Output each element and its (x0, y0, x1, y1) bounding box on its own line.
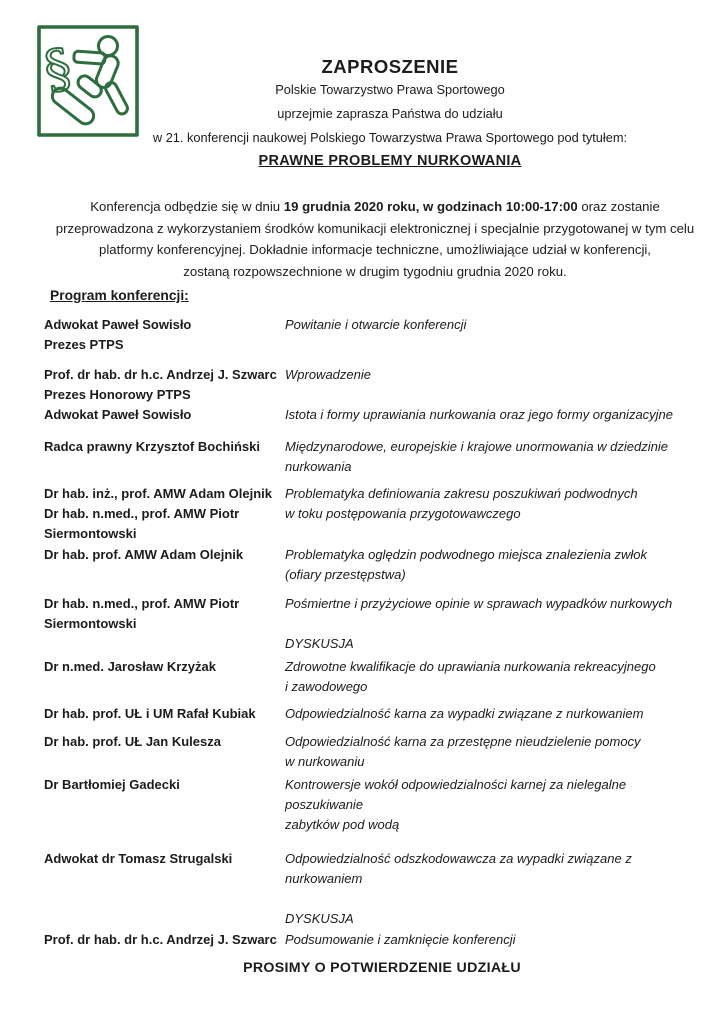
topic-line: Wprowadzenie (285, 367, 371, 382)
topic-line: Problematyka oględzin podwodnego miejsca znalezienia zwłok (285, 547, 648, 562)
topic-line: Odpowiedzialność odszkodowawcza za wypadki związane z nurkowaniem (285, 851, 632, 886)
invitation-line: uprzejmie zaprasza Państwa do udziału (277, 106, 503, 121)
svg-text:§: § (39, 37, 76, 102)
program-row (44, 732, 706, 772)
topic-line: Istota i formy uprawiania nurkowania oraz jego formy organizacyjne (285, 407, 674, 422)
topic-line: Odpowiedzialność karna za wypadki związane z nurkowaniem (285, 706, 644, 721)
speaker-line: Dr hab. n.med., prof. AMW Piotr (44, 506, 240, 521)
speaker (44, 437, 285, 477)
topic-line (285, 889, 706, 909)
topic (285, 930, 706, 950)
topic (285, 405, 706, 425)
intro-line-2: przeprowadzona z wykorzystaniem środków komunikacji elektronicznej i specjalnie przygotowanej w tym celu (55, 220, 695, 236)
speaker (44, 545, 285, 585)
document-header (56, 56, 724, 171)
speaker-line: Prezes PTPS (44, 337, 124, 352)
topic (285, 849, 706, 929)
topic (285, 775, 706, 835)
speaker (44, 594, 285, 654)
speaker-line: Dr hab. prof. UŁ i UM Rafał Kubiak (44, 706, 256, 721)
organization-name: Polskie Towarzystwo Prawa Sportowego (275, 82, 505, 97)
program-row (44, 657, 706, 697)
topic-line: Pośmiertne i przyżyciowe opinie w sprawach wypadków nurkowych (285, 596, 673, 611)
speaker-line: Adwokat Paweł Sowisło (44, 407, 192, 422)
speaker-line: Dr n.med. Jarosław Krzyżak (44, 659, 216, 674)
topic-line: w toku postępowania przygotowawczego (285, 506, 521, 521)
speaker-line: Dr Bartłomiej Gadecki (44, 777, 180, 792)
program-rows (44, 315, 706, 950)
intro-paragraph (26, 196, 724, 282)
speaker-line: Prezes Honorowy PTPS (44, 387, 191, 402)
topic-line: (ofiary przestępstwa) (285, 567, 406, 582)
speaker-line: Siermontowski (44, 526, 137, 541)
program-row (44, 849, 706, 929)
program-row (44, 545, 706, 585)
intro-line-1-prefix: Konferencja odbędzie się w dniu (90, 199, 284, 214)
speaker-line: Radca prawny Krzysztof Bochiński (44, 439, 260, 454)
speaker (44, 704, 285, 724)
topic-line: Powitanie i otwarcie konferencji (285, 317, 467, 332)
speaker-line: Dr hab. inż., prof. AMW Adam Olejnik (44, 486, 272, 501)
topic-line: Międzynarodowe, europejskie i krajowe unormowania w dziedzinie (285, 439, 668, 454)
topic-line: Podsumowanie i zamknięcie konferencji (285, 932, 516, 947)
topic-line: Kontrowersje wokół odpowiedzialności karnej za nielegalne poszukiwanie (285, 777, 627, 812)
confirmation-note: PROSIMY O POTWIERDZENIE UDZIAŁU (243, 960, 521, 976)
speaker-line: Siermontowski (44, 616, 137, 631)
topic (285, 594, 706, 654)
topic (285, 437, 706, 477)
topic-line: Odpowiedzialność karna za przestępne nieudzielenie pomocy (285, 734, 641, 749)
speaker (44, 315, 285, 355)
program-row (44, 484, 706, 544)
conference-title: PRAWNE PROBLEMY NURKOWANIA (258, 153, 522, 169)
topic (285, 484, 706, 544)
intro-line-3: platformy konferencyjnej. Dokładnie informacje techniczne, umożliwiające udział w konferencji, (99, 242, 651, 257)
topic-line: Problematyka definiowania zakresu poszukiwań podwodnych (285, 486, 638, 501)
speaker-line: Adwokat Paweł Sowisło (44, 317, 192, 332)
program-row (44, 594, 706, 654)
program-heading: Program konferencji: (50, 288, 189, 303)
document-title: ZAPROSZENIE (321, 56, 459, 77)
topic (285, 365, 706, 405)
speaker (44, 775, 285, 835)
program-row (44, 930, 706, 950)
speaker (44, 930, 285, 950)
program-row (44, 775, 706, 835)
speaker (44, 484, 285, 544)
topic-line (285, 614, 706, 634)
topic-line: nurkowania (285, 459, 352, 474)
topic (285, 704, 706, 724)
topic-line: w nurkowaniu (285, 754, 365, 769)
topic-line: Zdrowotne kwalifikacje do uprawiania nurkowania rekreacyjnego (285, 659, 656, 674)
speaker-line: Dr hab. prof. AMW Adam Olejnik (44, 547, 244, 562)
topic (285, 732, 706, 772)
speaker-line: Dr hab. prof. UŁ Jan Kulesza (44, 734, 221, 749)
speaker (44, 365, 285, 405)
conference-date: 19 grudnia 2020 roku, w godzinach 10:00-17:00 (283, 199, 578, 214)
speaker-line: Dr hab. n.med., prof. AMW Piotr (44, 596, 240, 611)
program-row (44, 437, 706, 477)
speaker-line: Prof. dr hab. dr h.c. Andrzej J. Szwarc (44, 932, 277, 947)
intro-line-1 (26, 196, 724, 218)
speaker (44, 732, 285, 772)
topic (285, 545, 706, 585)
speaker-line: Adwokat dr Tomasz Strugalski (44, 851, 233, 866)
intro-line-4: zostaną rozpowszechnione w drugim tygodniu grudnia 2020 roku. (183, 263, 567, 279)
program-row (44, 365, 706, 405)
topic (285, 657, 706, 697)
topic-line: DYSKUSJA (285, 911, 354, 926)
speaker (44, 657, 285, 697)
program-row (44, 315, 706, 355)
topic (285, 315, 706, 355)
speaker (44, 849, 285, 929)
topic-line: DYSKUSJA (285, 636, 354, 651)
speaker-line: Prof. dr hab. dr h.c. Andrzej J. Szwarc (44, 367, 277, 382)
conference-number-line: w 21. konferencji naukowej Polskiego Towarzystwa Prawa Sportowego pod tytułem: (152, 130, 628, 145)
intro-line-1-suffix: oraz zostanie (577, 199, 660, 214)
topic-line: i zawodowego (285, 679, 368, 694)
topic-line: zabytków pod wodą (285, 817, 400, 832)
program-row (44, 405, 706, 425)
speaker (44, 405, 285, 425)
program-section (44, 288, 706, 950)
program-row (44, 704, 706, 724)
